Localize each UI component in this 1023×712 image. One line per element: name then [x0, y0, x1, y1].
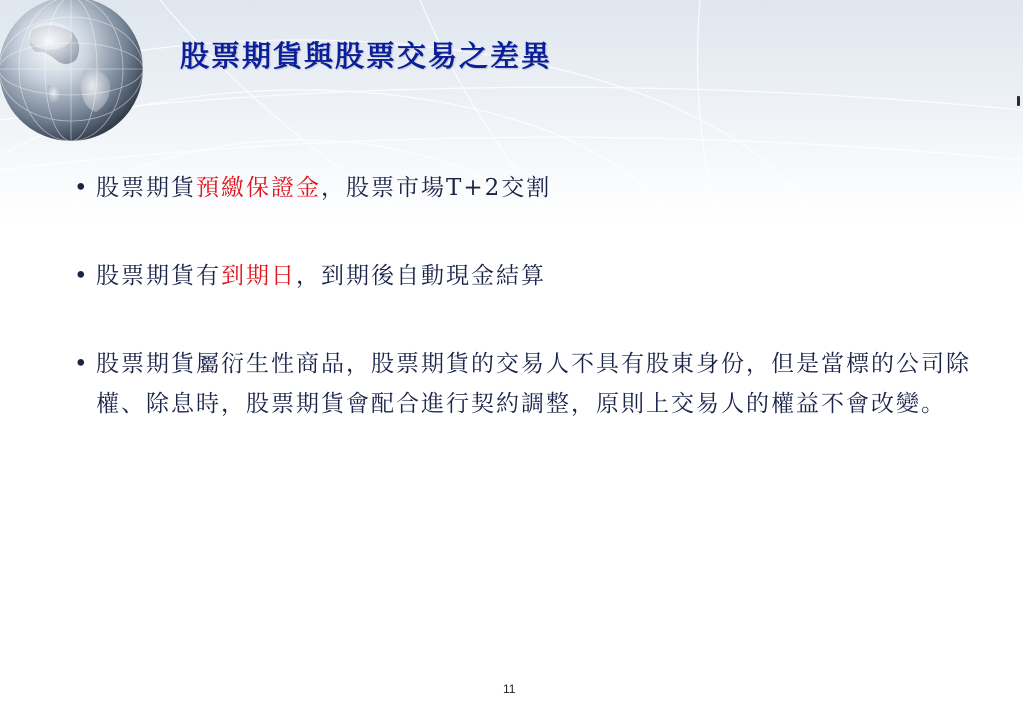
bullet-marker: • [74, 175, 90, 201]
bullet-item [70, 256, 1000, 296]
highlight-text: 到期日 [221, 263, 296, 289]
highlight-text: 預繳保證金 [196, 175, 321, 201]
page-number: 11 [503, 682, 516, 696]
bullet-text: ，到期後自動現金結算 [296, 263, 546, 289]
bullet-text: 股票期貨 [96, 175, 196, 201]
bullet-item [70, 344, 1000, 424]
bullet-text: ，股票市場T+2交割 [321, 175, 552, 201]
slide-title: 股票期貨與股票交易之差異 [180, 39, 553, 73]
bullet-list [70, 168, 1000, 424]
globe-icon [0, 0, 150, 148]
edge-mark [1017, 96, 1020, 106]
bullet-text: 股票期貨有 [96, 263, 221, 289]
bullet-text: 股票期貨屬衍生性商品，股票期貨的交易人不具有股東身份，但是當標的公司除權、除息時，股票期貨會配合進行契約調整，原則上交易人的權益不會改變。 [96, 351, 971, 417]
bullet-item [70, 168, 1000, 208]
bullet-marker: • [74, 351, 90, 377]
bullet-marker: • [74, 263, 90, 289]
